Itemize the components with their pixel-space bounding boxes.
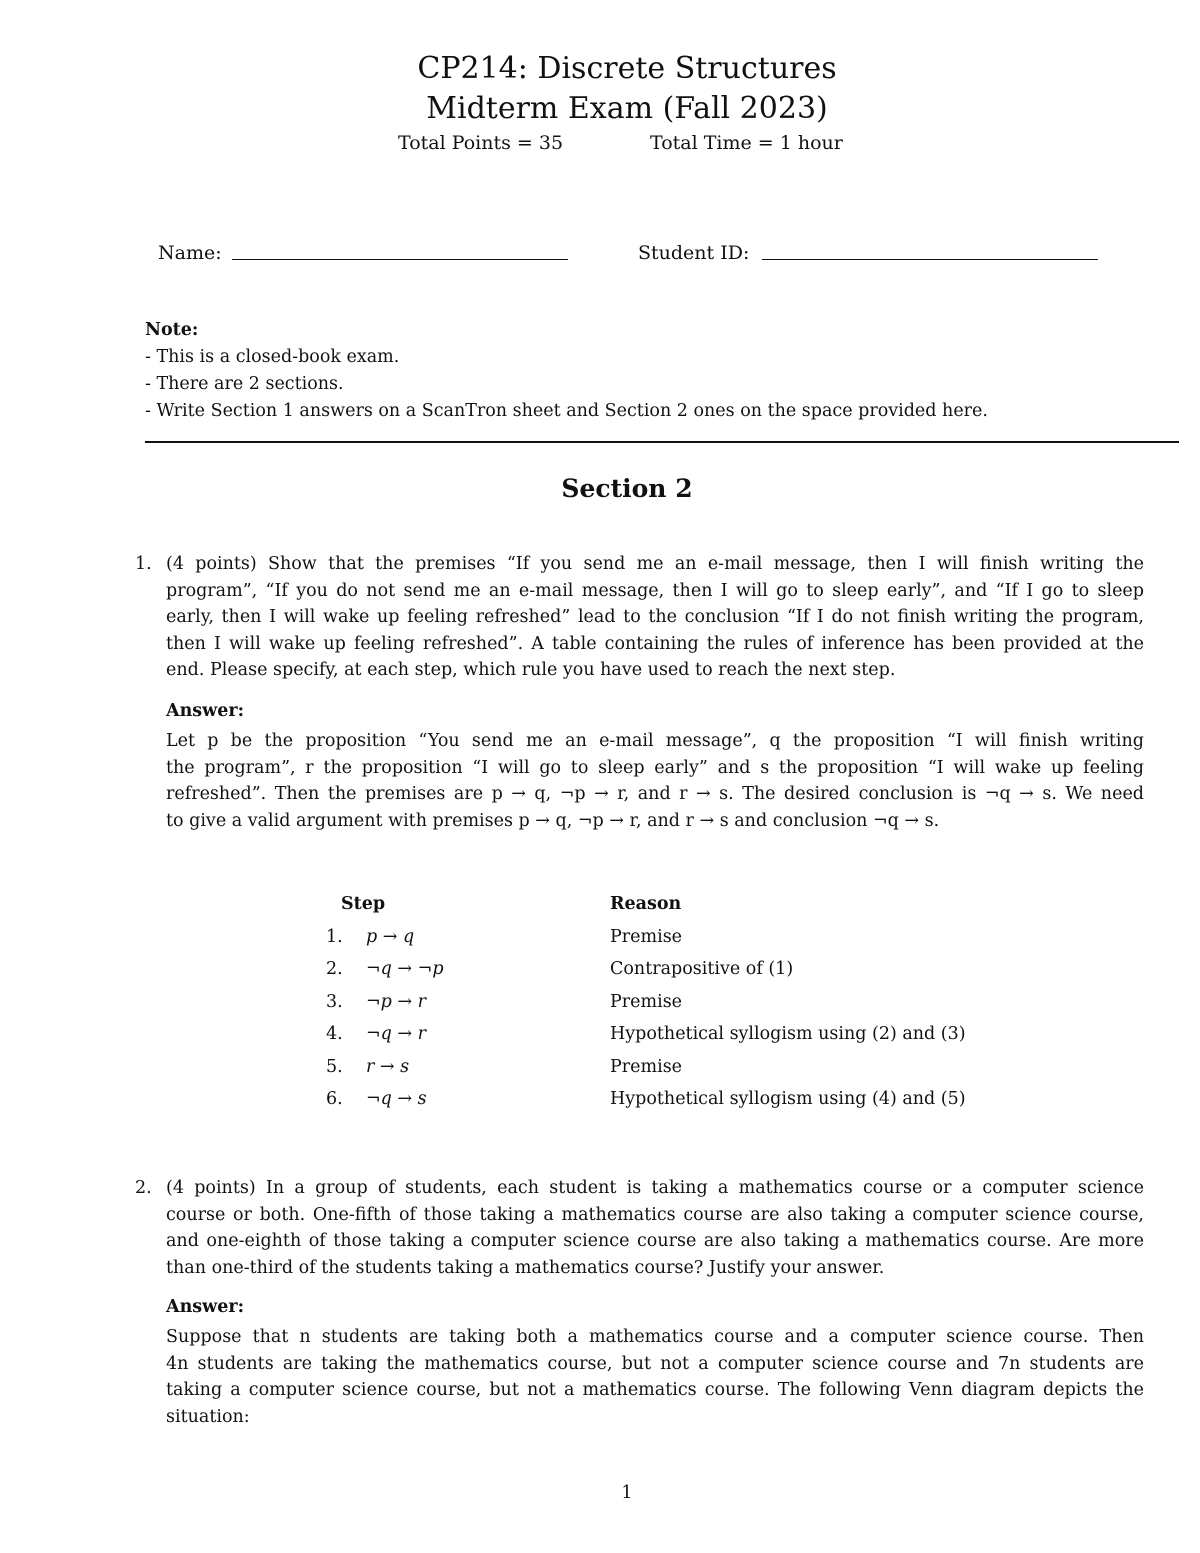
proof-row xyxy=(320,1083,966,1116)
question-number: 2. xyxy=(135,1178,152,1198)
proof-row-number: 4. xyxy=(326,1024,343,1045)
answer-line: Suppose that n students are taking both a mathematics course and a computer science course. Then xyxy=(166,1327,1144,1347)
note-item: - This is a closed-book exam. xyxy=(145,347,400,367)
note-heading: Note: xyxy=(145,320,199,340)
proof-row xyxy=(320,986,966,1019)
answer-line: the program”, r the proposition “I will go to sleep early” and s the proposition “I will wake up feeling xyxy=(166,757,1144,778)
proof-row-number: 3. xyxy=(326,991,343,1012)
note-item: - Write Section 1 answers on a ScanTron sheet and Section 2 ones on the space provided here. xyxy=(145,401,988,421)
proof-row xyxy=(320,1018,966,1051)
answer-line: to give a valid argument with premises p → q, ¬p → r, and r → s and conclusion ¬q → s. xyxy=(166,810,940,831)
proof-row-step: ¬p → r xyxy=(366,991,427,1012)
proof-row-number: 1. xyxy=(326,926,343,947)
proof-row-step: p → q xyxy=(366,926,415,947)
question-line: (4 points) Show that the premises “If you send me an e-mail message, then I will finish writing the xyxy=(166,554,1144,574)
proof-row-step: r → s xyxy=(366,1056,410,1077)
question-line: program”, “If you do not send me an e-mail message, then I will go to sleep early”, and “If I go to sleep xyxy=(166,580,1144,601)
proof-row xyxy=(320,921,966,954)
exam-title: Midterm Exam (Fall 2023) xyxy=(426,91,828,126)
proof-row-step: ¬q → s xyxy=(366,1089,427,1110)
answer-1-text xyxy=(166,728,1144,834)
proof-row-number: 2. xyxy=(326,959,343,980)
proof-row-reason: Hypothetical syllogism using (4) and (5) xyxy=(610,1089,966,1110)
proof-row-reason: Contrapositive of (1) xyxy=(610,959,794,980)
question-line: course or both. One-fifth of those taking a mathematics course are also taking a computer science course, xyxy=(166,1204,1144,1225)
total-points: Total Points = 35 xyxy=(398,132,564,154)
proof-table-header xyxy=(320,888,966,921)
section-title: Section 2 xyxy=(561,474,693,503)
proof-row-reason: Premise xyxy=(610,991,683,1012)
page-number: 1 xyxy=(621,1483,633,1503)
proof-row-step: ¬q → ¬p xyxy=(366,959,444,980)
answer-line: situation: xyxy=(166,1406,250,1427)
answer-line: 4n students are taking the mathematics course, but not a computer science course and 7n students are xyxy=(166,1353,1144,1374)
answer-line: taking a computer science course, but not a mathematics course. The following Venn diagram depicts the xyxy=(166,1380,1144,1401)
total-time: Total Time = 1 hour xyxy=(650,132,843,154)
proof-table xyxy=(320,888,966,1116)
proof-row-reason: Premise xyxy=(610,1056,683,1077)
proof-header-step-label: Step xyxy=(341,894,386,915)
question-line: and one-eighth of those taking a computer science course are also taking a mathematics course. Are more xyxy=(166,1231,1144,1252)
proof-row-reason: Hypothetical syllogism using (2) and (3) xyxy=(610,1024,966,1045)
proof-row-step: ¬q → r xyxy=(366,1024,427,1045)
question-1-text xyxy=(166,551,1144,684)
proof-row-reason: Premise xyxy=(610,926,683,947)
proof-row-number: 6. xyxy=(326,1089,343,1110)
question-line: end. Please specify, at each step, which rule you have used to reach the next step. xyxy=(166,660,896,681)
proof-row xyxy=(320,953,966,986)
question-2-text xyxy=(166,1175,1144,1281)
name-label: Name: xyxy=(158,242,222,264)
answer-2-text xyxy=(166,1324,1144,1430)
question-number: 1. xyxy=(135,554,152,574)
answer-label: Answer: xyxy=(166,1297,245,1317)
question-line: early, then I will wake up feeling refreshed” lead to the conclusion “If I do not finish writing the program, xyxy=(166,607,1144,628)
proof-header-step xyxy=(341,888,610,921)
proof-header-reason: Reason xyxy=(610,894,682,915)
proof-row xyxy=(320,1051,966,1084)
answer-line: refreshed”. Then the premises are p → q, ¬p → r, and r → s. The desired conclusion is ¬q → s. We need xyxy=(166,784,1144,805)
question-line: than one-third of the students taking a mathematics course? Justify your answer. xyxy=(166,1257,885,1278)
course-title: CP214: Discrete Structures xyxy=(417,51,837,86)
divider xyxy=(145,441,1179,443)
student-id-label: Student ID: xyxy=(638,242,750,264)
answer-line: Let p be the proposition “You send me an e-mail message”, q the proposition “I will finish writing xyxy=(166,731,1144,751)
student-id-field[interactable] xyxy=(762,259,1098,260)
note-item: - There are 2 sections. xyxy=(145,374,344,394)
name-field[interactable] xyxy=(232,259,568,260)
answer-label: Answer: xyxy=(166,701,245,721)
question-line: (4 points) In a group of students, each student is taking a mathematics course or a computer science xyxy=(166,1178,1144,1198)
question-line: then I will wake up feeling refreshed”. A table containing the rules of inference has been provided at the xyxy=(166,633,1144,654)
proof-row-number: 5. xyxy=(326,1056,343,1077)
